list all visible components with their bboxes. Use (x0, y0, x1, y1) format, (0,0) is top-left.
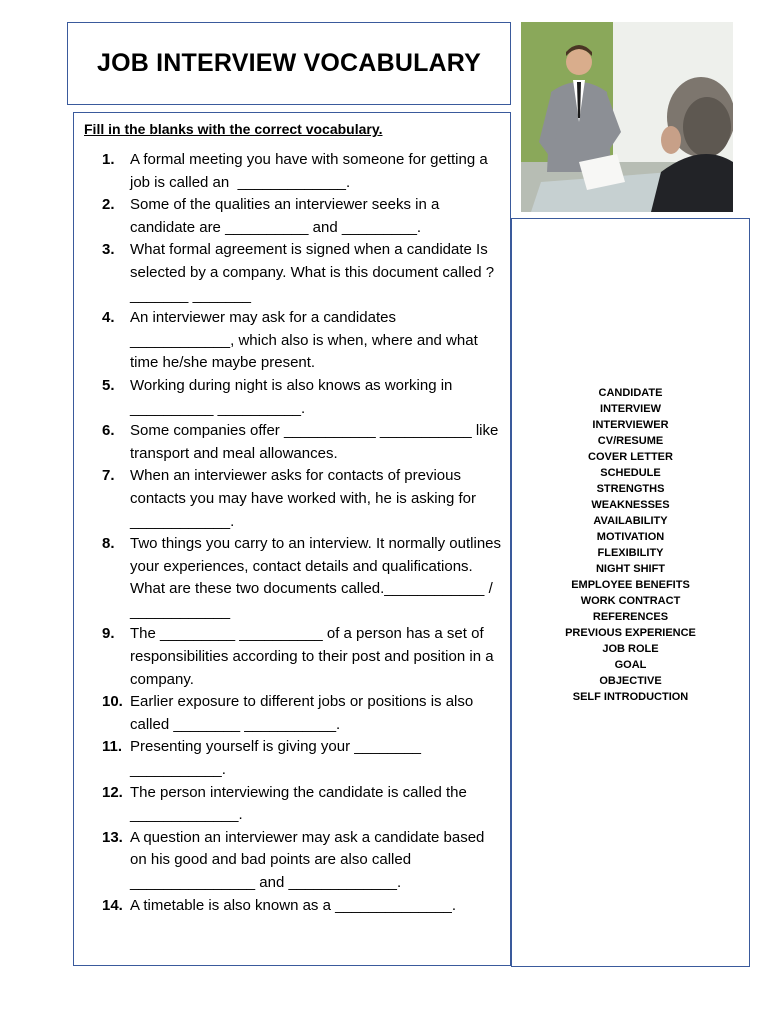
word-bank-box (511, 218, 750, 967)
question-text: Some of the qualities an interviewer seeks in a candidate are __________ and _________. (130, 196, 444, 236)
title-box (67, 22, 511, 105)
interview-illustration (521, 22, 733, 212)
questions-box (73, 112, 511, 966)
question-number: 9. (102, 625, 115, 643)
question-number: 11. (102, 738, 123, 756)
question-text: A timetable is also known as a ______________. (130, 896, 457, 914)
question-text: An interviewer may ask for a candidates ____________, which also is when, where and what time he/she maybe present. (130, 309, 482, 372)
question-item (102, 194, 504, 239)
question-item (102, 623, 504, 691)
instructions: Fill in the blanks with the correct vocabulary. (84, 121, 383, 137)
word-bank-item: EMPLOYEE BENEFITS (571, 579, 690, 591)
question-text: Two things you carry to an interview. It normally outlines your experiences, contact details and qualifications. What are these two documents called.____________ / ____________ (130, 535, 506, 620)
word-bank-list (512, 385, 749, 705)
word-bank-item: SCHEDULE (600, 467, 661, 479)
question-item (102, 691, 504, 736)
question-number: 8. (102, 535, 115, 553)
word-bank-item: MOTIVATION (596, 531, 665, 543)
question-number: 12. (102, 783, 123, 801)
word-bank-item: AVAILABILITY (593, 515, 668, 527)
question-text: The person interviewing the candidate is called the _____________. (130, 783, 472, 824)
question-number: 5. (102, 376, 115, 394)
word-bank-item: SELF INTRODUCTION (572, 691, 689, 703)
question-number: 13. (102, 828, 123, 846)
question-number: 2. (102, 196, 115, 214)
question-number: 7. (102, 467, 115, 485)
question-text: Working during night is also knows as working in __________ __________. (130, 376, 457, 417)
word-bank-item: OBJECTIVE (599, 675, 662, 687)
word-bank-item: COVER LETTER (588, 451, 673, 463)
word-bank-item: CV/RESUME (597, 435, 664, 447)
question-text: Some companies offer ___________ ___________ like transport and meal allowances. (130, 422, 503, 462)
question-item (102, 149, 504, 194)
question-number: 10. (102, 693, 123, 711)
question-item (102, 782, 504, 827)
question-item (102, 307, 504, 375)
word-bank-item: REFERENCES (592, 611, 669, 623)
word-bank-item: INTERVIEW (600, 403, 661, 415)
question-item (102, 375, 504, 420)
word-bank-item: NIGHT SHIFT (595, 563, 666, 575)
question-item (102, 239, 504, 307)
word-bank-item: PREVIOUS EXPERIENCE (565, 627, 696, 639)
question-number: 6. (102, 422, 115, 440)
question-number: 14. (102, 896, 123, 914)
word-bank-item: STRENGTHS (596, 483, 665, 495)
word-bank-item: CANDIDATE (598, 387, 663, 399)
page-title: JOB INTERVIEW VOCABULARY (97, 49, 481, 77)
question-number: 3. (102, 241, 115, 259)
question-text: The _________ __________ of a person has a set of responsibilities according to their post and position in a company. (130, 625, 498, 688)
question-text: When an interviewer asks for contacts of previous contacts you may have worked with, he is asking for ____________. (130, 467, 481, 530)
question-item (102, 533, 504, 623)
question-number: 4. (102, 309, 115, 327)
question-text: A question an interviewer may ask a candidate based on his good and bad points are also called _______________ and _____________. (130, 828, 489, 891)
word-bank-item: WORK CONTRACT (580, 595, 681, 607)
word-bank-item: GOAL (614, 659, 647, 671)
question-item (102, 736, 504, 781)
question-text: Earlier exposure to different jobs or positions is also called ________ ___________. (130, 693, 478, 733)
word-bank-item: JOB ROLE (602, 643, 659, 655)
question-number: 1. (102, 151, 115, 168)
question-item (102, 420, 504, 465)
question-item (102, 895, 504, 918)
word-bank-item: INTERVIEWER (592, 419, 669, 431)
question-list (102, 149, 504, 917)
interview-photo (521, 22, 733, 212)
question-item (102, 827, 504, 895)
question-text: A formal meeting you have with someone for getting a job is called an _____________. (130, 151, 492, 191)
question-item (102, 465, 504, 533)
word-bank-item: FLEXIBILITY (597, 547, 664, 559)
question-text: Presenting yourself is giving your ________ ___________. (130, 738, 426, 779)
question-text: What formal agreement is signed when a candidate Is selected by a company. What is this document called ? _______ _______ (130, 241, 499, 304)
word-bank-item: WEAKNESSES (591, 499, 670, 511)
